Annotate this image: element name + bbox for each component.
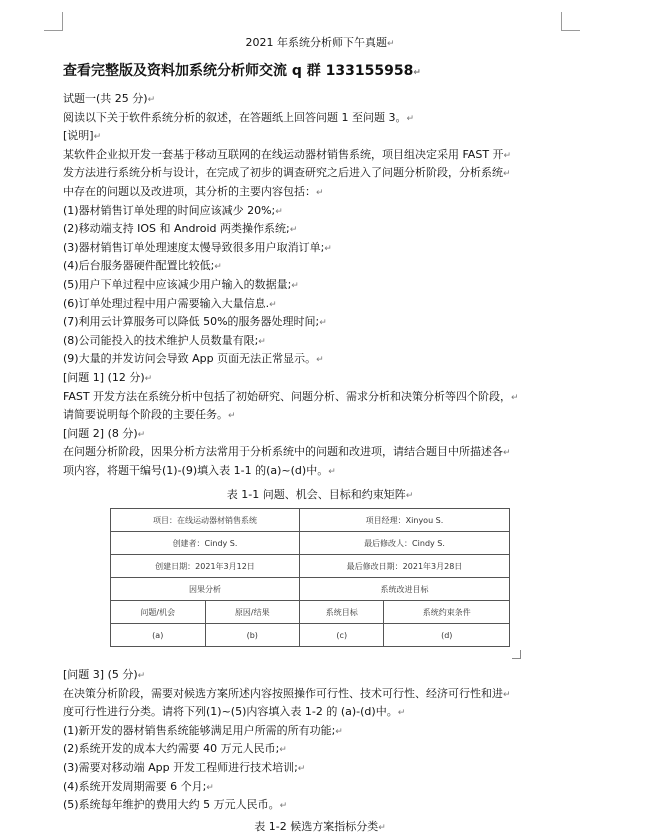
text-line: [63, 92, 155, 107]
return-mark-icon: ↵: [279, 745, 287, 756]
return-mark-icon: ↵: [328, 467, 336, 477]
text-line: [63, 278, 299, 293]
table2-caption-text: 表 1-2 候选方案指标分类: [254, 820, 379, 833]
return-mark-icon: ↵: [291, 281, 299, 291]
cell-modifier: 最后修改人：Cindy S.: [300, 532, 510, 555]
text-line-content: (6)订单处理过程中用户需要输入大量信息.: [63, 296, 270, 310]
return-mark-icon: ↵: [335, 726, 343, 737]
text-line-content: [问题 2] (8 分): [63, 426, 138, 440]
page-corner-mark-left: [44, 12, 63, 31]
return-mark-icon: ↵: [289, 225, 298, 236]
table1-caption-text: 表 1-1 问题、机会、目标和约束矩阵: [226, 488, 406, 501]
text-line: [63, 315, 327, 330]
return-mark-icon: ↵: [406, 113, 415, 124]
text-line: [63, 222, 297, 237]
text-line: [63, 259, 222, 274]
cell-c: (c): [300, 624, 384, 647]
return-mark-icon: ↵: [269, 299, 277, 310]
cell-d: (d): [384, 624, 510, 647]
text-line: [63, 687, 511, 702]
return-mark-icon: ↵: [378, 823, 386, 833]
text-line: [63, 129, 101, 144]
text-line: [63, 241, 332, 256]
return-mark-icon: ↵: [511, 392, 519, 403]
cell-col-problem: 问题/机会: [111, 601, 206, 624]
return-mark-icon: ↵: [503, 689, 511, 700]
text-line-content: (4)后台服务器硬件配置比较低;: [63, 259, 215, 273]
text-line-content: (5)系统每年维护的费用大约 5 万元人民币。: [63, 798, 280, 812]
text-line-content: [问题 3] (5 分): [63, 668, 138, 681]
document-title-text: 查看完整版及资料加系统分析师交流 q 群 133155958: [63, 63, 414, 79]
return-mark-icon: ↵: [228, 411, 236, 422]
document-title: [63, 64, 421, 80]
text-line-content: (3)需要对移动端 App 开发工程师进行技术培训;: [63, 761, 298, 774]
return-mark-icon: ↵: [319, 318, 327, 329]
text-line: [63, 464, 336, 479]
cell-creator: 创建者：Cindy S.: [111, 532, 300, 555]
text-line: [63, 761, 305, 776]
text-line: [63, 352, 324, 367]
return-mark-icon: ↵: [386, 39, 395, 49]
text-line: [63, 668, 145, 683]
table1-caption: [0, 486, 640, 502]
text-line-content: (2)移动端支持 IOS 和 Android 两类操作系统;: [63, 222, 290, 236]
text-line-content: (1)新开发的器材销售系统能够满足用户所需的所有功能;: [63, 723, 336, 737]
return-mark-icon: ↵: [297, 764, 306, 774]
text-line-content: 在问题分析阶段，因果分析方法常用于分析系统中的问题和改进项，请结合题目中所描述各: [63, 445, 503, 459]
cell-col-cause: 原因/结果: [205, 601, 300, 624]
return-mark-icon: ↵: [93, 132, 102, 143]
cell-improve-goal: 系统改进目标: [300, 578, 510, 601]
cell-b: (b): [205, 624, 300, 647]
page-corner-mark-right: [561, 12, 580, 31]
return-mark-icon: ↵: [206, 782, 214, 793]
text-line-content: 试题一(共 25 分): [63, 92, 148, 105]
text-line-content: 某软件企业拟开发一套基于移动互联网的在线运动器材销售系统，项目组决定采用 FAST 开: [63, 147, 504, 161]
text-line-content: 项内容，将题干编号(1)-(9)填入表 1-1 的(a)~(d)中。: [63, 464, 329, 477]
return-mark-icon: ↵: [144, 374, 153, 384]
text-line-content: (5)用户下单过程中应该减少用户输入的数据量;: [63, 278, 292, 291]
cell-created: 创建日期：2021年3月12日: [111, 555, 300, 578]
cell-col-constraint: 系统约束条件: [384, 601, 510, 624]
return-mark-icon: ↵: [397, 708, 406, 719]
return-mark-icon: ↵: [503, 448, 511, 459]
table-end-mark: [512, 650, 521, 659]
cell-manager: 项目经理：Xinyou S.: [300, 509, 510, 532]
text-line: [63, 798, 287, 813]
return-mark-icon: ↵: [503, 169, 511, 180]
text-line-content: (9)大量的并发访问会导致 App 页面无法正常显示。: [63, 352, 317, 366]
text-line: [63, 148, 511, 163]
text-line-content: (1)器材销售订单处理的时间应该减少 20%;: [63, 203, 276, 217]
text-line-content: 在决策分析阶段，需要对候选方案所述内容按照操作可行性、技术可行性、经济可行性和进: [63, 686, 503, 700]
cell-col-goal: 系统目标: [300, 601, 384, 624]
return-mark-icon: ↵: [214, 262, 222, 273]
text-line-content: (2)系统开发的成本大约需要 40 万元人民币;: [63, 742, 280, 756]
return-mark-icon: ↵: [258, 336, 266, 347]
cell-modified: 最后修改日期：2021年3月28日: [300, 555, 510, 578]
return-mark-icon: ↵: [137, 429, 146, 440]
page-header: [0, 34, 640, 50]
text-line-content: 度可行性进行分类。请将下列(1)~(5)内容填入表 1-2 的 (a)-(d)中。: [63, 705, 398, 719]
text-line: [63, 204, 283, 219]
text-line: [63, 427, 145, 442]
cell-a: (a): [111, 624, 206, 647]
text-line: [63, 166, 511, 181]
text-line: [63, 371, 152, 386]
table2-caption: [0, 818, 640, 834]
text-line: [63, 408, 236, 423]
text-line-content: (8)公司能投入的技术维护人员数量有限;: [63, 333, 259, 347]
text-line: [63, 724, 343, 739]
table1-matrix: [110, 508, 510, 647]
text-line: [63, 780, 214, 795]
page-header-text: 2021 年系统分析师下午真题: [245, 36, 387, 49]
cell-cause-analysis: 因果分析: [111, 578, 300, 601]
text-line: [63, 742, 287, 757]
text-line-content: 请简要说明每个阶段的主要任务。: [63, 408, 228, 422]
return-mark-icon: ↵: [413, 68, 421, 78]
return-mark-icon: ↵: [316, 188, 324, 198]
text-line: [63, 334, 266, 349]
text-line-content: (3)器材销售订单处理速度太慢导致很多用户取消订单;: [63, 240, 325, 254]
text-line: [63, 297, 277, 312]
text-line-content: (4)系统开发周期需要 6 个月;: [63, 779, 207, 793]
return-mark-icon: ↵: [405, 491, 414, 501]
cell-project: 项目：在线运动器材销售系统: [111, 509, 300, 532]
text-line-content: (7)利用云计算服务可以降低 50%的服务器处理时间;: [63, 315, 320, 329]
text-line: [63, 111, 414, 126]
text-line: [63, 445, 511, 460]
return-mark-icon: ↵: [279, 801, 288, 812]
text-line-content: 中存在的问题以及改进项，其分析的主要内容包括：: [63, 185, 316, 198]
text-line: [63, 390, 519, 405]
text-line-content: [说明]: [63, 129, 94, 143]
return-mark-icon: ↵: [137, 671, 146, 681]
return-mark-icon: ↵: [316, 355, 324, 366]
return-mark-icon: ↵: [275, 206, 283, 217]
return-mark-icon: ↵: [147, 95, 156, 105]
text-line: [63, 185, 324, 200]
return-mark-icon: ↵: [324, 243, 332, 254]
text-line-content: 发方法进行系统分析与设计，在完成了初步的调查研究之后进入了问题分析阶段，分析系统: [63, 166, 503, 180]
text-line-content: FAST 开发方法在系统分析中包括了初始研究、问题分析、需求分析和决策分析等四个阶段，: [63, 389, 512, 403]
text-line-content: 阅读以下关于软件系统分析的叙述，在答题纸上回答问题 1 至问题 3。: [63, 110, 407, 124]
text-line-content: [问题 1] (12 分): [63, 371, 145, 384]
text-line: [63, 705, 405, 720]
return-mark-icon: ↵: [503, 150, 512, 161]
